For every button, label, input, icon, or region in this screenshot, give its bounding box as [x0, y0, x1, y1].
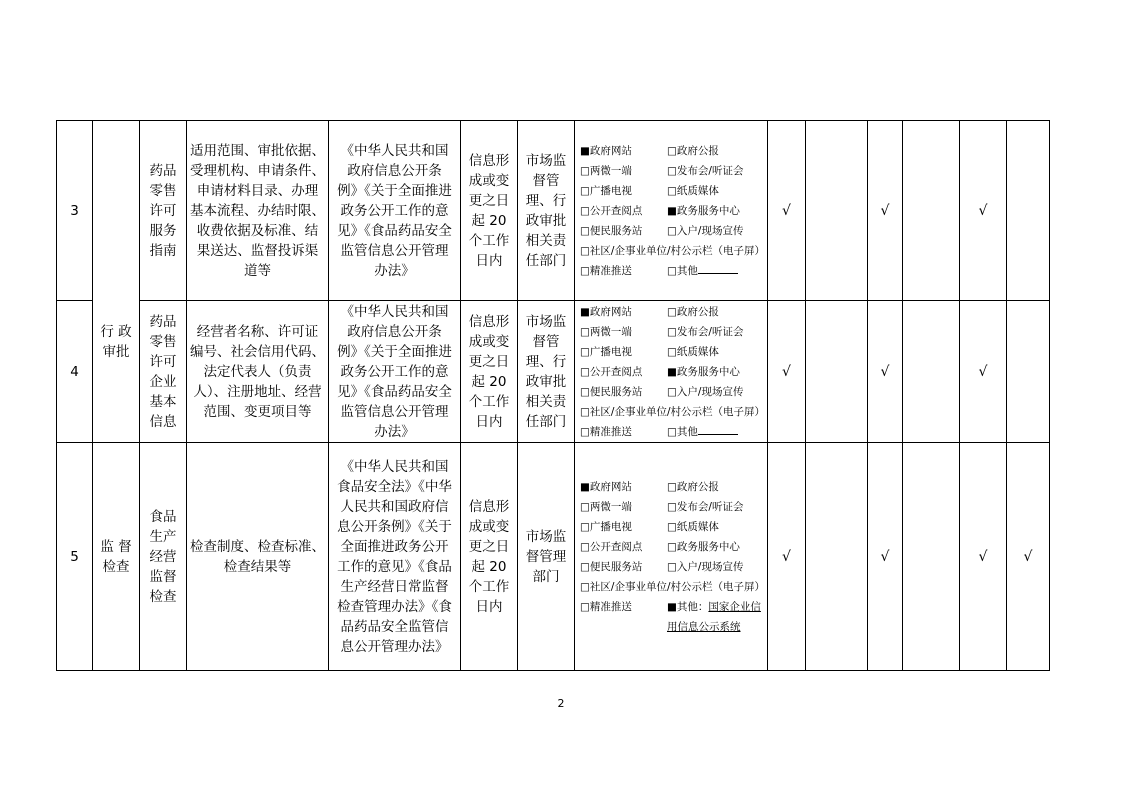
- channel-label: 政务服务中心: [676, 540, 740, 553]
- channel-label: 纸质媒体: [676, 184, 719, 197]
- channel-label: 社区/企事业单位/村公示栏（电子屏）: [589, 244, 765, 257]
- channel-label: 政府公报: [676, 480, 719, 493]
- department-cell: 市场监 督管理 部门: [518, 443, 575, 671]
- channel-option: [667, 422, 767, 442]
- item-cell: 药品 零售 许可 企业 基本 信息: [140, 301, 187, 443]
- channel-label: 精准推送: [589, 425, 632, 438]
- row-number: 4: [57, 301, 93, 443]
- checkbox-mark: ■: [667, 204, 677, 217]
- checkbox-mark: □: [580, 184, 590, 197]
- channel-list: [575, 302, 767, 442]
- channel-label: 公开查阅点: [589, 540, 643, 553]
- basis-cell: 《中华人民共和国 食品安全法》《中华 人民共和国政府信 息公开条例》《关于 全面推进政务公开 工作的意见》《食品 生产经营日常监督 检查管理办法》《食 品药品安全监管信 息公开管理办法》: [329, 443, 461, 671]
- channel-option: [667, 362, 767, 382]
- channel-option: [580, 477, 667, 497]
- channel-list: [575, 141, 767, 281]
- channel-label: 政府网站: [589, 144, 632, 157]
- channel-label: 便民服务站: [589, 224, 643, 237]
- category-cell: 行 政 审批: [93, 121, 140, 443]
- channel-option: [667, 181, 767, 201]
- channel-label: 两微一端: [589, 164, 632, 177]
- checkbox-mark: □: [667, 325, 677, 338]
- channel-label: 政府网站: [589, 305, 632, 318]
- blank-line: [698, 422, 738, 435]
- checkbox-mark: □: [667, 264, 677, 277]
- basis-cell: 《中华人民共和国 政府信息公开条 例》《关于全面推进 政务公开工作的意 见》《食品药品安全 监管信息公开管理 办法》: [329, 301, 461, 443]
- check-cell: √: [768, 443, 806, 671]
- checkbox-mark: □: [667, 480, 677, 493]
- channel-label: 其他: [676, 264, 698, 277]
- checkbox-mark: □: [667, 540, 677, 553]
- channel-option: [667, 302, 767, 322]
- checkbox-mark: □: [667, 144, 677, 157]
- channel-option: [580, 597, 767, 637]
- check-cell: [806, 301, 868, 443]
- channel-option: [667, 261, 767, 281]
- checkbox-mark: □: [667, 385, 677, 398]
- channel-label: 政府公报: [676, 305, 719, 318]
- check-cell: [806, 121, 868, 301]
- page-number: 2: [557, 697, 565, 710]
- channel-label: 社区/企事业单位/村公示栏（电子屏）: [589, 580, 765, 593]
- channel-option: [667, 382, 767, 402]
- channel-option: [580, 577, 767, 597]
- checkbox-mark: □: [667, 224, 677, 237]
- channel-option: [580, 362, 667, 382]
- channel-option: [580, 181, 667, 201]
- channel-option: [667, 477, 767, 497]
- check-cell: [903, 301, 960, 443]
- check-cell: [903, 443, 960, 671]
- channel-option: [580, 402, 767, 422]
- channel-list: [575, 477, 767, 637]
- basis-cell: 《中华人民共和国 政府信息公开条 例》《关于全面推进 政务公开工作的意 见》《食品药品安全 监管信息公开管理 办法》: [329, 121, 461, 301]
- time-limit-cell: 信息形 成或变 更之日 起 20 个工作 日内: [461, 443, 518, 671]
- checkbox-mark: □: [667, 345, 677, 358]
- checkbox-mark: □: [580, 385, 590, 398]
- table-row: [57, 301, 1050, 443]
- check-cell: √: [868, 443, 903, 671]
- channel-option: [580, 342, 667, 362]
- checkbox-mark: □: [580, 425, 590, 438]
- checkbox-mark: □: [667, 520, 677, 533]
- checkbox-mark: □: [580, 500, 590, 513]
- row-number: 5: [57, 443, 93, 671]
- channel-label: 广播电视: [589, 184, 632, 197]
- category-cell: 监 督 检查: [93, 443, 140, 671]
- channel-label: 两微一端: [589, 325, 632, 338]
- channel-label: 精准推送: [589, 264, 632, 277]
- channel-label: 纸质媒体: [676, 345, 719, 358]
- channel-label: 便民服务站: [589, 385, 643, 398]
- checkbox-mark: □: [667, 425, 677, 438]
- channel-label: 其他: [676, 425, 698, 438]
- checkbox-mark: □: [580, 405, 590, 418]
- channel-label: 广播电视: [589, 345, 632, 358]
- channel-label: 入户/现场宣传: [676, 385, 744, 398]
- check-cell: √: [768, 121, 806, 301]
- channel-label: 社区/企事业单位/村公示栏（电子屏）: [589, 405, 765, 418]
- table-row: [57, 443, 1050, 671]
- checkbox-mark: ■: [580, 305, 590, 318]
- channel-label: 纸质媒体: [676, 520, 719, 533]
- channel-option: [580, 302, 667, 322]
- channel-label: 公开查阅点: [589, 204, 643, 217]
- channel-option: [667, 517, 767, 537]
- checkbox-mark: □: [580, 244, 590, 257]
- table-row: [57, 121, 1050, 301]
- checkbox-mark: □: [580, 345, 590, 358]
- checkbox-mark: □: [580, 365, 590, 378]
- channel-option: [580, 382, 667, 402]
- checkbox-mark: □: [667, 184, 677, 197]
- channel-label: 政府网站: [589, 480, 632, 493]
- department-cell: 市场监 督管 理、行 政审批 相关责 任部门: [518, 121, 575, 301]
- channel-option: [580, 221, 667, 241]
- checkbox-mark: □: [580, 164, 590, 177]
- channel-option: [580, 517, 667, 537]
- channel-label: 政务服务中心: [676, 365, 740, 378]
- content-cell: 适用范围、审批依据、 受理机构、申请条件、 申请材料目录、办理 基本流程、办结时限、 收费依据及标准、结 果送达、监督投诉渠 道等: [187, 121, 329, 301]
- channel-option: [580, 141, 667, 161]
- item-cell: 食品 生产 经营 监督 检查: [140, 443, 187, 671]
- channel-option: [667, 161, 767, 181]
- checkbox-mark: □: [580, 224, 590, 237]
- channel-cell: [575, 301, 768, 443]
- checkbox-mark: □: [580, 560, 590, 573]
- channel-option: [580, 201, 667, 221]
- channel-label: 发布会/听证会: [676, 164, 744, 177]
- content-cell: 经营者名称、许可证 编号、社会信用代码、 法定代表人（负责 人）、注册地址、经营 范围、变更项目等: [187, 301, 329, 443]
- channel-option: [667, 221, 767, 241]
- channel-label: 发布会/听证会: [676, 500, 744, 513]
- check-cell: √: [960, 301, 1007, 443]
- check-cell: √: [868, 121, 903, 301]
- item-cell: 药品 零售 许可 服务 指南: [140, 121, 187, 301]
- channel-option: [580, 537, 667, 557]
- checkbox-mark: □: [580, 520, 590, 533]
- checkbox-mark: □: [580, 600, 590, 613]
- checkbox-mark: □: [580, 325, 590, 338]
- channel-option: [580, 422, 667, 442]
- channel-label: 政务服务中心: [676, 204, 740, 217]
- blank-line: [698, 261, 738, 274]
- checkbox-mark: □: [667, 560, 677, 573]
- check-cell: [1007, 301, 1050, 443]
- channel-cell: [575, 443, 768, 671]
- checkbox-mark: □: [580, 540, 590, 553]
- checkbox-mark: ■: [580, 144, 590, 157]
- check-cell: [903, 121, 960, 301]
- channel-label: 发布会/听证会: [676, 325, 744, 338]
- checkbox-mark: □: [667, 164, 677, 177]
- channel-option: [667, 342, 767, 362]
- channel-label: 入户/现场宣传: [676, 560, 744, 573]
- channel-option: [667, 557, 767, 577]
- check-cell: √: [960, 121, 1007, 301]
- channel-option: [580, 261, 667, 281]
- content-cell: 检查制度、检查标准、 检查结果等: [187, 443, 329, 671]
- channel-option: [580, 557, 667, 577]
- channel-label: 两微一端: [589, 500, 632, 513]
- check-cell: √: [960, 443, 1007, 671]
- other-channel-text: 国家企业信用信息公示系统: [667, 600, 761, 633]
- channel-label: 便民服务站: [589, 560, 643, 573]
- channel-label: 政府公报: [676, 144, 719, 157]
- channel-cell: [575, 121, 768, 301]
- channel-label: 公开查阅点: [589, 365, 643, 378]
- checkbox-mark: □: [580, 204, 590, 217]
- channel-label: 入户/现场宣传: [676, 224, 744, 237]
- checkbox-mark: ■: [667, 365, 677, 378]
- channel-option: [580, 161, 667, 181]
- check-cell: √: [768, 301, 806, 443]
- channel-label: 广播电视: [589, 520, 632, 533]
- channel-option: [667, 537, 767, 557]
- time-limit-cell: 信息形 成或变 更之日 起 20 个工作 日内: [461, 301, 518, 443]
- checkbox-mark: □: [667, 305, 677, 318]
- channel-option: [580, 241, 767, 261]
- check-cell: [806, 443, 868, 671]
- check-cell: [1007, 121, 1050, 301]
- checkbox-mark: ■: [580, 480, 590, 493]
- row-number: 3: [57, 121, 93, 301]
- channel-option: [667, 497, 767, 517]
- time-limit-cell: 信息形 成或变 更之日 起 20 个工作 日内: [461, 121, 518, 301]
- channel-option: [667, 201, 767, 221]
- checkbox-mark: □: [580, 580, 590, 593]
- channel-label: 其他：: [676, 600, 709, 613]
- channel-option: [667, 322, 767, 342]
- check-cell: √: [868, 301, 903, 443]
- check-cell: √: [1007, 443, 1050, 671]
- channel-option: [667, 141, 767, 161]
- channel-label: 精准推送: [589, 600, 632, 613]
- channel-option: [580, 497, 667, 517]
- disclosure-table: [56, 120, 1050, 671]
- checkbox-mark: □: [667, 500, 677, 513]
- checkbox-mark: ■: [667, 600, 677, 613]
- department-cell: 市场监 督管 理、行 政审批 相关责 任部门: [518, 301, 575, 443]
- checkbox-mark: □: [580, 264, 590, 277]
- channel-option: [580, 322, 667, 342]
